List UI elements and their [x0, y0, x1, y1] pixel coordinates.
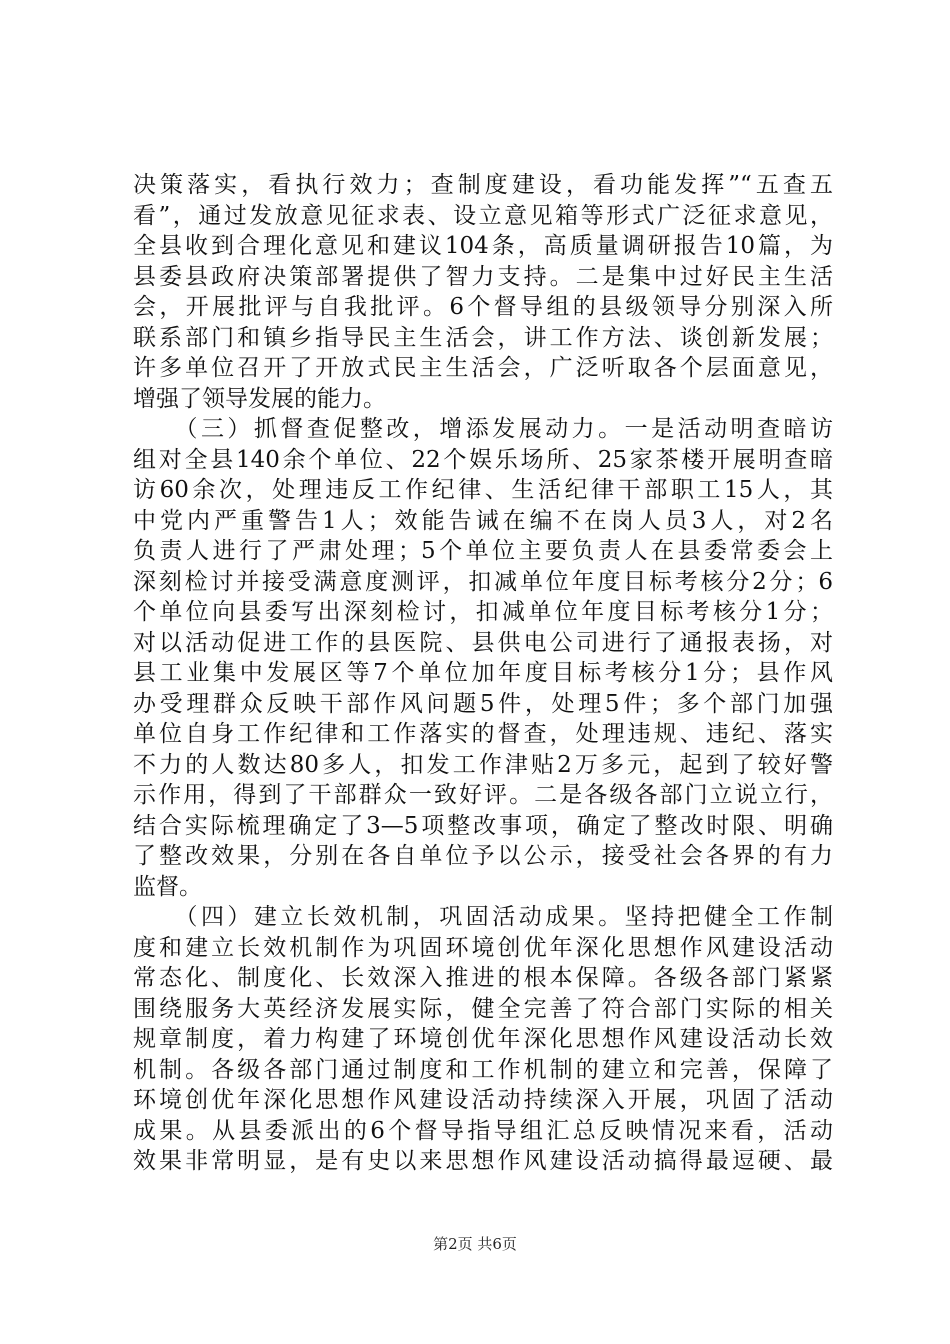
paragraph-end-line: 监督。: [133, 873, 202, 900]
text-line: 环境创优年深化思想作风建设活动持续深入开展，巩固了活动: [133, 1087, 833, 1113]
text-line: 结合实际梳理确定了3—5项整改事项，确定了整改时限、明确: [133, 812, 833, 839]
text-line: 常态化、制度化、长效深入推进的根本保障。各级各部门紧紧: [133, 965, 833, 991]
text-line: 会，开展批评与自我批评。6个督导组的县级领导分别深入所: [133, 294, 833, 320]
text-line: 规章制度，着力构建了环境创优年深化思想作风建设活动长效: [133, 1026, 833, 1052]
text-line: 看”，通过发放意见征求表、设立意见箱等形式广泛征求意见，: [133, 202, 833, 229]
text-line: 县委县政府决策部署提供了智力支持。二是集中过好民主生活: [133, 263, 833, 290]
text-line: 深刻检讨并接受满意度测评，扣减单位年度目标考核分2分；6: [133, 568, 833, 595]
text-line: 不力的人数达80多人，扣发工作津贴2万多元，起到了较好警: [133, 751, 833, 778]
text-line: 效果非常明显，是有史以来思想作风建设活动搞得最逗硬、最: [133, 1148, 833, 1174]
page-footer: 第2页 共6页: [433, 1235, 517, 1253]
text-line: 围绕服务大英经济发展实际，健全完善了符合部门实际的相关: [133, 995, 833, 1022]
text-line: 机制。各级各部门通过制度和工作机制的建立和完善，保障了: [133, 1056, 833, 1083]
text-line: 了整改效果，分别在各自单位予以公示，接受社会各界的有力: [133, 843, 833, 869]
text-line: 全县收到合理化意见和建议104条，高质量调研报告10篇，为: [133, 233, 833, 259]
text-line: 度和建立长效机制作为巩固环境创优年深化思想作风建设活动: [133, 934, 833, 961]
text-line: 中党内严重警告1人；效能告诫在编不在岗人员3人，对2名: [133, 507, 833, 534]
paragraph-end-line: 增强了领导发展的能力。: [133, 385, 386, 412]
text-line: 许多单位召开了开放式民主生活会，广泛听取各个层面意见，: [133, 355, 833, 381]
text-line: 联系部门和镇乡指导民主生活会，讲工作方法、谈创新发展；: [133, 324, 833, 351]
text-line: 县工业集中发展区等7个单位加年度目标考核分1分；县作风: [133, 660, 833, 686]
text-line: 单位自身工作纪律和工作落实的督查，处理违规、违纪、落实: [133, 721, 833, 747]
section-heading-line: （四）建立长效机制，巩固活动成果。坚持把健全工作制: [133, 904, 833, 930]
text-line: 成果。从县委派出的6个督导指导组汇总反映情况来看，活动: [133, 1117, 833, 1144]
text-line: 示作用，得到了干部群众一致好评。二是各级各部门立说立行，: [133, 782, 833, 808]
text-line: 负责人进行了严肃处理；5个单位主要负责人在县委常委会上: [133, 538, 833, 564]
text-line: 办受理群众反映干部作风问题5件，处理5件；多个部门加强: [133, 690, 833, 717]
text-line: 组对全县140余个单位、22个娱乐场所、25家茶楼开展明查暗: [133, 446, 833, 473]
text-line: 访60余次，处理违反工作纪律、生活纪律干部职工15人，其: [133, 477, 833, 503]
document-body: [133, 170, 833, 1177]
section-heading-line: （三）抓督查促整改，增添发展动力。一是活动明查暗访: [133, 416, 833, 442]
text-line: 决策落实，看执行效力；查制度建设，看功能发挥”“五查五: [133, 172, 833, 198]
text-line: 对以活动促进工作的县医院、县供电公司进行了通报表扬，对: [133, 629, 833, 656]
text-line: 个单位向县委写出深刻检讨，扣减单位年度目标考核分1分；: [133, 599, 833, 625]
